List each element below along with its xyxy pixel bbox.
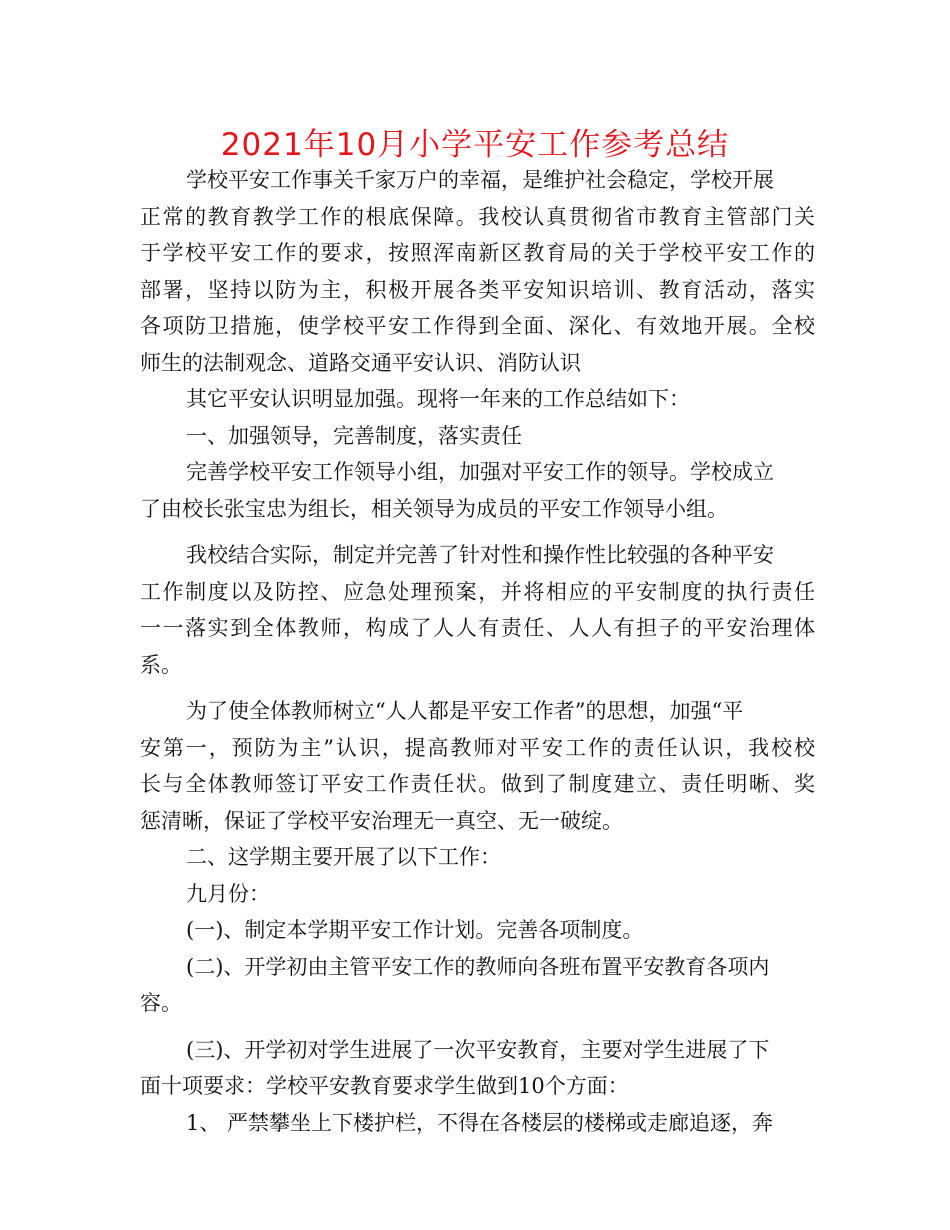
text-line: 一一落实到全体教师，构成了人人有责任、人人有担子的平安治理体 [140,616,815,640]
text-line: 学校平安工作事关千家万户的幸福，是维护社会稳定，学校开展 [186,168,774,192]
text-line: 惩清晰，保证了学校平安治理无一真空、无一破绽。 [140,808,623,833]
text-line: 长与全体教师签订平安工作责任状。做到了制度建立、责任明晰、奖 [140,772,815,796]
paragraph-gap [140,527,815,537]
text-line: 师生的法制观念、道路交通平安认识、消防认识 [140,350,581,375]
text-line: 为了使全体教师树立“人人都是平安工作者”的思想，加强“平 [186,699,744,723]
section-heading: 一、加强领导，完善制度，落实责任 [186,423,522,448]
list-item: (三)、开学初对学生进展了一次平安教育，主要对学生进展了下 [186,1037,770,1062]
text-line: 正常的教育教学工作的根底保障。我校认真贯彻省市教育主管部门关 [140,204,815,229]
text-line: 部署，坚持以防为主，积极开展各类平安知识培训、教育活动，落实 [140,277,815,302]
list-item: (一)、制定本学期平安工作计划。完善各项制度。 [186,918,644,942]
list-item: (二)、开学初由主管平安工作的教师向各班布置平安教育各项内 [186,954,770,979]
text-line: 面十项要求：学校平安教育要求学生做到10个方面： [140,1074,629,1098]
document-title: 2021年10月小学平安工作参考总结 [220,127,730,163]
text-line: 容。 [140,991,182,1015]
text-line: 安第一，预防为主”认识，提高教师对平安工作的责任认识，我校校 [140,735,815,760]
text-line: 其它平安认识明显加强。现将一年来的工作总结如下： [186,387,690,411]
text-line: 我校结合实际，制定并完善了针对性和操作性比较强的各种平安 [186,543,774,567]
text-line: 于学校平安工作的要求，按照浑南新区教育局的关于学校平安工作的 [140,241,815,265]
text-line: 各项防卫措施，使学校平安工作得到全面、深化、有效地开展。全校 [140,314,815,338]
list-item: 1、 严禁攀坐上下楼护栏，不得在各楼层的楼梯或走廊追逐，奔 [186,1110,774,1135]
paragraph-gap [140,683,815,693]
paragraph-gap [140,1022,815,1032]
month-heading: 九月份： [186,881,270,906]
text-line: 系。 [140,652,182,677]
document-body [140,162,815,1141]
text-line: 工作制度以及防控、应急处理预案，并将相应的平安制度的执行责任 [140,579,815,604]
text-line: 了由校长张宝忠为组长，相关领导为成员的平安工作领导小组。 [140,496,728,521]
section-heading: 二、这学期主要开展了以下工作： [186,845,501,869]
text-line: 完善学校平安工作领导小组，加强对平安工作的领导。学校成立 [186,460,774,484]
